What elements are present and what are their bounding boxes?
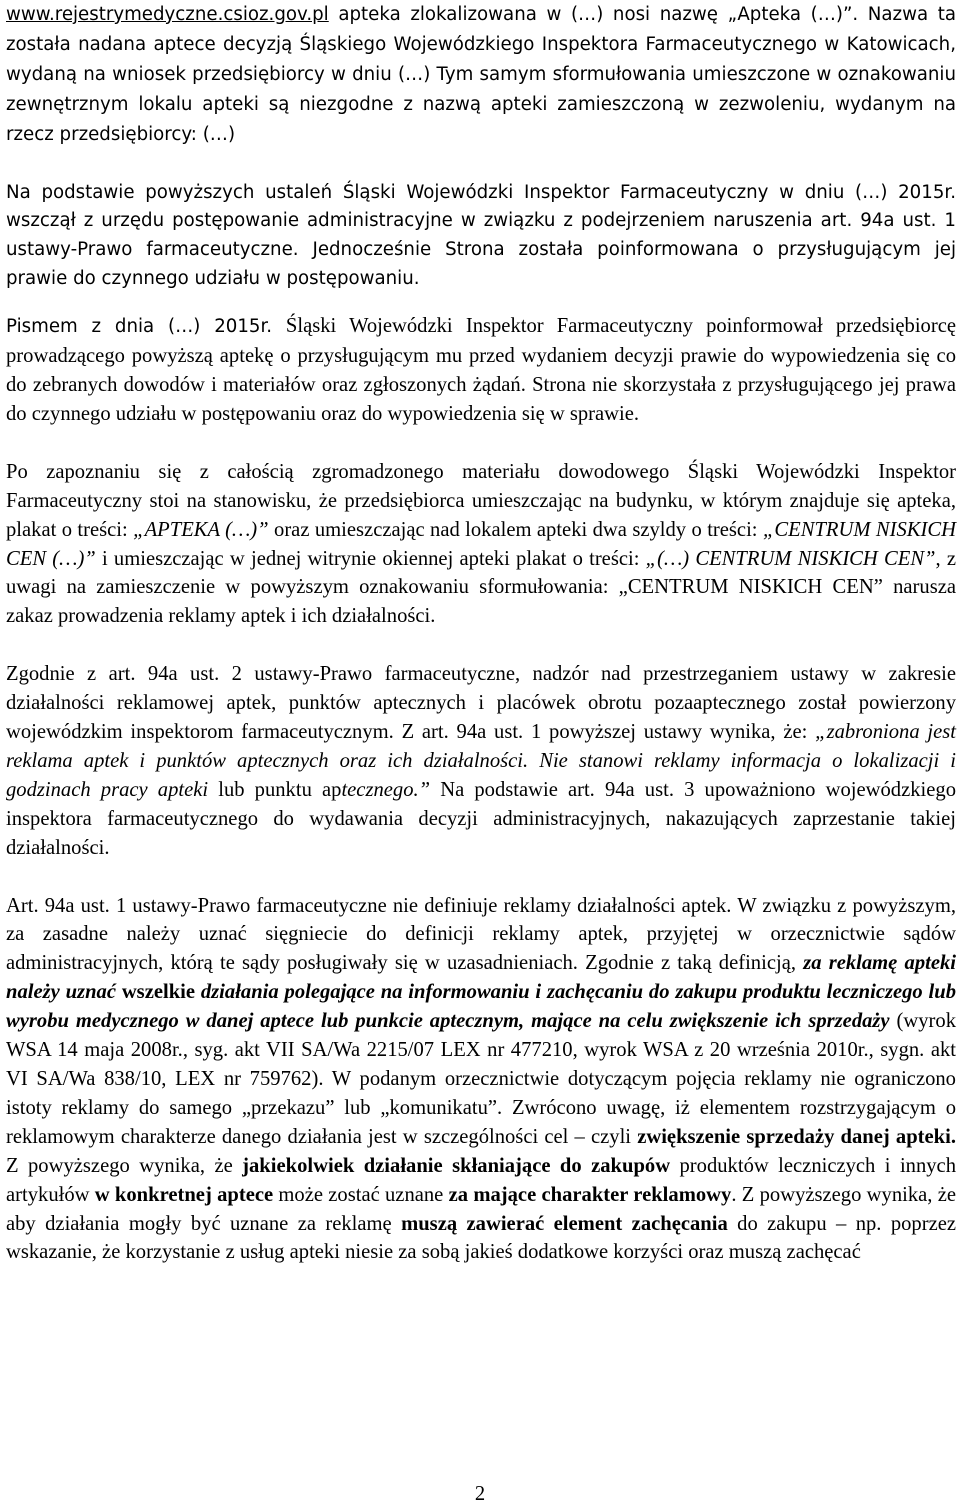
text-segment: (wyrok WSA 14 maja 2008r., syg. akt VII SA/Wa 2215/07 LEX nr 477210, wyrok WSA z 20 września 2010r., sygn. akt VI SA/Wa 838/10, LEX nr 759762). — [6, 1010, 956, 1090]
text-segment: do zakupu – np. poprzez wskazanie, że korzystanie z usług apteki niesie za sobą jakieś dodatkowe korzyści oraz muszą zachęcać — [6, 1212, 956, 1264]
text-segment: Śląski Wojewódzki Inspektor Farmaceutyczny poinformował przedsiębiorcę prowadzącego powyższą aptekę o przysługującym mu przed wydaniem decyzji prawie do wypowiedzenia się co do zebranych dowodów i materiałów oraz zgłoszonych żądań. Strona nie skorzystała z przysługującego jej prawa do czynnego udziału w postępowaniu oraz do wypowiedzenia się w sprawie. — [6, 315, 956, 425]
quoted-sign-text: „CENTRUM NISKICH CEN (…)” — [6, 518, 956, 570]
emphasis-text: za mające charakter reklamowy — [448, 1183, 732, 1206]
text-segment: apteka zlokalizowana w (…) nosi nazwę „Apteka (…)”. Nazwa ta została nadana aptece decyzją Śląskiego Wojewódzkiego Inspektora Farmaceutycznego w Katowicach, wydaną na wniosek przedsiębiorcy w dniu (…) Tym samym sformułowania umieszczone w oznakowaniu zewnętrznym lokalu apteki są niezgodne z nazwą apteki zamieszczoną w zezwoleniu, wydanym na rzecz przedsiębiorcy: (…) — [6, 4, 956, 145]
definition-text: działania polegające na informowaniu i zachęcaniu do zakupu produktu leczniczego lub wyrobu medycznego w danej aptece lub punkcie aptecznym, mające na celu zwiększenie ich sprzedaży — [6, 981, 957, 1033]
document-page — [6, 0, 956, 1267]
text-segment: i umieszczając w jednej witrynie okiennej apteki plakat o treści: — [95, 547, 646, 570]
quoted-sign-text: „APTEKA (…)” — [133, 518, 269, 541]
emphasis-text: w konkretnej aptece — [94, 1183, 274, 1206]
text-segment: lub punktu ap — [208, 778, 342, 801]
registry-link[interactable]: www.rejestrymedyczne.csioz.gov.pl — [6, 4, 329, 25]
statute-quote: „zabroniona jest reklama aptek i punktów aptecznych oraz ich działalności. Nie stanowi reklamy informacja o lokalizacji i godzinach pracy apteki — [6, 721, 956, 801]
emphasis-text: za reklamę apteki należy uznać — [6, 952, 956, 1004]
text-segment: Po zapoznaniu się z całością zgromadzonego materiału dowodowego Śląski Wojewódzki Inspektor Farmaceutyczny stoi na stanowisku, że przedsiębiorca umieszczając na budynku, w którym znajduje się apteka, plakat o treści: — [6, 460, 956, 541]
text-segment: Na podstawie art. 94a ust. 3 upoważniono wojewódzkiego inspektora farmaceutycznego do wydawania decyzji administracyjnych, nakazujących zaprzestanie takiej działalności. — [6, 778, 956, 859]
text-segment: W podanym orzecznictwie dotyczącym pojęcia reklamy nie ograniczono istoty reklamy do samego „przekazu” lub „komunikatu”. Zwrócono uwagę, iż elementem rozstrzygającym o reklamowym charakterze danego działania jest w szczególności cel – czyli — [6, 1068, 956, 1148]
page-number: 2 — [474, 1483, 486, 1505]
paragraph-legal-basis — [6, 660, 956, 862]
text-segment: produktów leczniczych i innych artykułów — [6, 1154, 956, 1206]
paragraph-advertising-definition — [6, 892, 956, 1268]
text-segment: Z powyższego wynika, że — [6, 1154, 243, 1177]
text-segment: może zostać uznane — [273, 1183, 449, 1206]
statute-quote: tecznego.” — [341, 778, 431, 801]
paragraph-spacer — [6, 631, 956, 660]
text-segment: oraz umieszczając nad lokalem apteki dwa szyldy o treści: — [268, 518, 763, 541]
paragraph-notification-letter — [6, 312, 956, 429]
paragraph-pharmacy-name — [6, 0, 956, 150]
emphasis-text: muszą zawierać element zachęcania — [401, 1212, 728, 1235]
text-segment: . Z powyższego wynika, że aby działania mogły być uznane za reklamę — [6, 1183, 957, 1235]
emphasis-text: jakiekolwiek działanie skłaniające do zakupów — [242, 1154, 671, 1177]
text-segment: Pismem z dnia (…) 2015r. — [6, 316, 286, 338]
paragraph-spacer — [6, 863, 956, 892]
paragraph-proceedings-initiated — [6, 179, 956, 295]
paragraph-spacer — [6, 294, 956, 312]
text-segment: Na podstawie powyższych ustaleń Śląski Wojewódzki Inspektor Farmaceutyczny w dniu (…) 2015r. wszczął z urzędu postępowanie administracyjne w związku z podejrzeniem naruszenia art. 94a ust. 1 ustawy-Prawo farmaceutyczne. — [6, 181, 956, 261]
paragraph-spacer — [6, 150, 956, 179]
paragraph-spacer — [6, 429, 956, 458]
quoted-sign-text: „(…) CENTRUM NISKICH CEN” — [645, 547, 936, 570]
text-segment: Zgodnie z art. 94a ust. 2 ustawy-Prawo farmaceutyczne, nadzór nad przestrzeganiem ustawy w zakresie działalności reklamowej aptek, punktów aptecznych i placówek obrotu pozaaptecznego został powierzony wojewódzkim inspektorom farmaceutycznym. Z art. 94a ust. 1 powyższej ustawy wynika, że: — [6, 663, 956, 744]
text-segment: Art. 94a ust. 1 ustawy-Prawo farmaceutyczne nie definiuje reklamy działalności aptek. W związku z powyższym, za zasadne należy uznać sięgniecie do definicji reklamy aptek, przyjętej w orzecznictwie sądów administracyjnych, którą te sądy posługiwały się w uzasadnieniach. Zgodnie z taką definicją, — [6, 894, 956, 975]
text-segment: , z uwagi na zamieszczenie w powyższym oznakowaniu sformułowania: „CENTRUM NISKICH CEN” narusza zakaz prowadzenia reklamy aptek i ich działalności. — [6, 547, 957, 628]
emphasis-text: zwiększenie sprzedaży danej apteki. — [637, 1125, 957, 1148]
paragraph-inspector-position — [6, 458, 956, 631]
emphasis-text: wszelkie — [121, 981, 196, 1004]
text-segment: Jednocześnie Strona została poinformowana o przysługującym jej prawie do czynnego udziału w postępowaniu. — [6, 239, 957, 290]
